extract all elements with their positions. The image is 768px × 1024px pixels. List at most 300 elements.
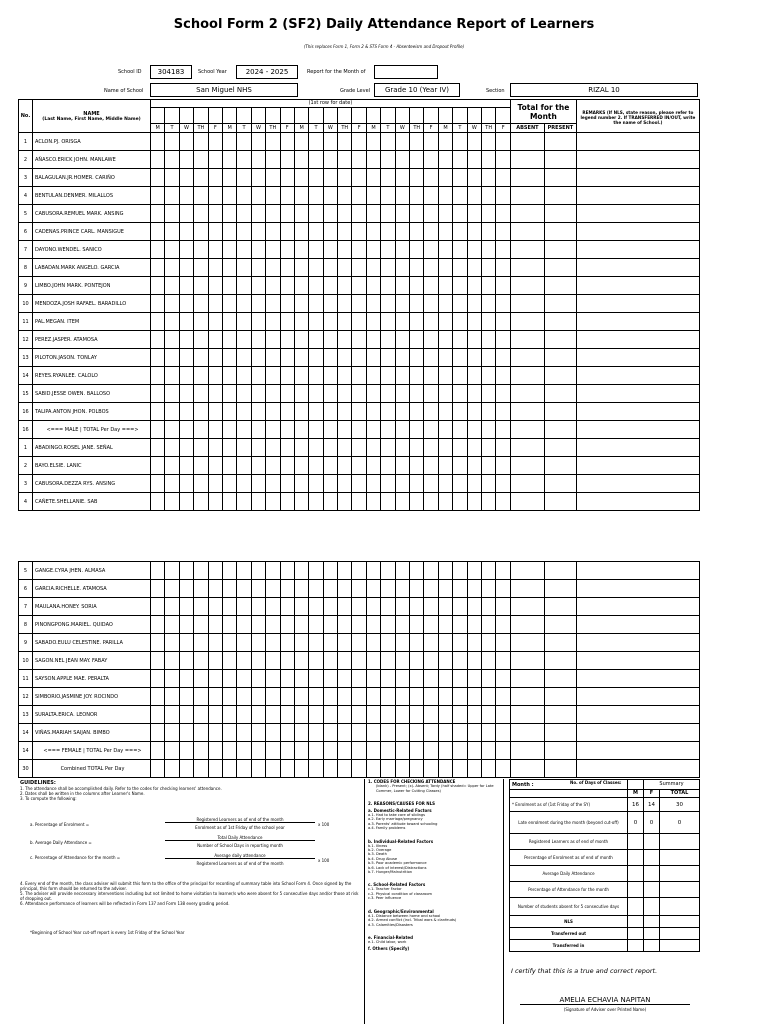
attendance-cell[interactable] <box>151 403 165 421</box>
attendance-cell[interactable] <box>309 688 323 706</box>
attendance-cell[interactable] <box>410 205 424 223</box>
attendance-cell[interactable] <box>510 151 544 169</box>
attendance-cell[interactable] <box>237 493 251 511</box>
attendance-cell[interactable] <box>294 187 308 205</box>
date-cell[interactable] <box>165 108 179 124</box>
attendance-cell[interactable] <box>165 760 179 778</box>
remarks-cell[interactable] <box>576 760 699 778</box>
attendance-cell[interactable] <box>165 223 179 241</box>
attendance-cell[interactable] <box>266 133 280 151</box>
attendance-cell[interactable] <box>395 241 409 259</box>
attendance-cell[interactable] <box>194 295 208 313</box>
attendance-cell[interactable] <box>179 205 193 223</box>
attendance-cell[interactable] <box>294 259 308 277</box>
attendance-cell[interactable] <box>323 367 337 385</box>
date-cell[interactable] <box>438 108 452 124</box>
attendance-cell[interactable] <box>481 706 495 724</box>
attendance-cell[interactable] <box>510 349 544 367</box>
attendance-cell[interactable] <box>467 151 481 169</box>
attendance-cell[interactable] <box>438 277 452 295</box>
summary-m-value[interactable] <box>628 866 644 882</box>
attendance-cell[interactable] <box>352 331 366 349</box>
attendance-cell[interactable] <box>410 634 424 652</box>
attendance-cell[interactable] <box>208 241 222 259</box>
attendance-cell[interactable] <box>453 742 467 760</box>
attendance-cell[interactable] <box>338 475 352 493</box>
attendance-cell[interactable] <box>381 241 395 259</box>
attendance-cell[interactable] <box>510 439 544 457</box>
attendance-cell[interactable] <box>280 457 294 475</box>
attendance-cell[interactable] <box>366 169 380 187</box>
attendance-cell[interactable] <box>544 385 576 403</box>
attendance-cell[interactable] <box>165 688 179 706</box>
summary-m-value[interactable]: 16 <box>628 798 644 812</box>
attendance-cell[interactable] <box>165 169 179 187</box>
attendance-cell[interactable] <box>309 706 323 724</box>
attendance-cell[interactable] <box>222 151 236 169</box>
attendance-cell[interactable] <box>179 277 193 295</box>
attendance-cell[interactable] <box>366 706 380 724</box>
attendance-cell[interactable] <box>294 475 308 493</box>
attendance-cell[interactable] <box>251 616 265 634</box>
attendance-cell[interactable] <box>251 706 265 724</box>
attendance-cell[interactable] <box>544 187 576 205</box>
attendance-cell[interactable] <box>165 742 179 760</box>
attendance-cell[interactable] <box>237 634 251 652</box>
attendance-cell[interactable] <box>323 169 337 187</box>
attendance-cell[interactable] <box>410 457 424 475</box>
attendance-cell[interactable] <box>179 652 193 670</box>
attendance-cell[interactable] <box>208 133 222 151</box>
attendance-cell[interactable] <box>179 313 193 331</box>
attendance-cell[interactable] <box>366 634 380 652</box>
attendance-cell[interactable] <box>280 421 294 439</box>
attendance-cell[interactable] <box>510 403 544 421</box>
attendance-cell[interactable] <box>438 403 452 421</box>
attendance-cell[interactable] <box>179 151 193 169</box>
attendance-cell[interactable] <box>395 133 409 151</box>
attendance-cell[interactable] <box>208 313 222 331</box>
attendance-cell[interactable] <box>208 598 222 616</box>
attendance-cell[interactable] <box>481 403 495 421</box>
summary-total-value[interactable] <box>660 916 700 928</box>
attendance-cell[interactable] <box>309 241 323 259</box>
attendance-cell[interactable] <box>266 349 280 367</box>
attendance-cell[interactable] <box>208 277 222 295</box>
attendance-cell[interactable] <box>544 439 576 457</box>
attendance-cell[interactable] <box>179 688 193 706</box>
attendance-cell[interactable] <box>481 385 495 403</box>
attendance-cell[interactable] <box>352 457 366 475</box>
attendance-cell[interactable] <box>251 259 265 277</box>
attendance-cell[interactable] <box>467 724 481 742</box>
remarks-cell[interactable] <box>576 475 699 493</box>
attendance-cell[interactable] <box>352 439 366 457</box>
attendance-cell[interactable] <box>280 598 294 616</box>
attendance-cell[interactable] <box>496 295 511 313</box>
attendance-cell[interactable] <box>510 670 544 688</box>
attendance-cell[interactable] <box>510 205 544 223</box>
attendance-cell[interactable] <box>352 313 366 331</box>
attendance-cell[interactable] <box>266 616 280 634</box>
attendance-cell[interactable] <box>179 133 193 151</box>
attendance-cell[interactable] <box>237 205 251 223</box>
attendance-cell[interactable] <box>237 403 251 421</box>
date-cell[interactable] <box>424 108 438 124</box>
attendance-cell[interactable] <box>438 421 452 439</box>
attendance-cell[interactable] <box>294 331 308 349</box>
attendance-cell[interactable] <box>251 670 265 688</box>
attendance-cell[interactable] <box>381 652 395 670</box>
attendance-cell[interactable] <box>309 313 323 331</box>
attendance-cell[interactable] <box>338 493 352 511</box>
attendance-cell[interactable] <box>453 724 467 742</box>
attendance-cell[interactable] <box>309 598 323 616</box>
attendance-cell[interactable] <box>151 331 165 349</box>
attendance-cell[interactable] <box>496 349 511 367</box>
attendance-cell[interactable] <box>309 403 323 421</box>
attendance-cell[interactable] <box>237 259 251 277</box>
attendance-cell[interactable] <box>294 562 308 580</box>
attendance-cell[interactable] <box>467 742 481 760</box>
attendance-cell[interactable] <box>251 403 265 421</box>
attendance-cell[interactable] <box>510 760 544 778</box>
attendance-cell[interactable] <box>309 439 323 457</box>
attendance-cell[interactable] <box>481 169 495 187</box>
attendance-cell[interactable] <box>294 724 308 742</box>
summary-total-value[interactable] <box>660 882 700 898</box>
attendance-cell[interactable] <box>496 205 511 223</box>
attendance-cell[interactable] <box>352 169 366 187</box>
attendance-cell[interactable] <box>352 367 366 385</box>
attendance-cell[interactable] <box>496 403 511 421</box>
attendance-cell[interactable] <box>179 457 193 475</box>
attendance-cell[interactable] <box>194 688 208 706</box>
attendance-cell[interactable] <box>280 205 294 223</box>
attendance-cell[interactable] <box>251 295 265 313</box>
attendance-cell[interactable] <box>352 634 366 652</box>
summary-f-value[interactable]: 0 <box>644 812 660 834</box>
attendance-cell[interactable] <box>544 598 576 616</box>
attendance-cell[interactable] <box>208 385 222 403</box>
attendance-cell[interactable] <box>309 151 323 169</box>
attendance-cell[interactable] <box>395 151 409 169</box>
attendance-cell[interactable] <box>309 724 323 742</box>
remarks-cell[interactable] <box>576 331 699 349</box>
attendance-cell[interactable] <box>453 349 467 367</box>
attendance-cell[interactable] <box>424 580 438 598</box>
attendance-cell[interactable] <box>208 169 222 187</box>
attendance-cell[interactable] <box>381 403 395 421</box>
attendance-cell[interactable] <box>424 724 438 742</box>
attendance-cell[interactable] <box>208 439 222 457</box>
attendance-cell[interactable] <box>266 223 280 241</box>
attendance-cell[interactable] <box>510 133 544 151</box>
attendance-cell[interactable] <box>151 169 165 187</box>
attendance-cell[interactable] <box>280 313 294 331</box>
attendance-cell[interactable] <box>323 670 337 688</box>
attendance-cell[interactable] <box>280 133 294 151</box>
attendance-cell[interactable] <box>410 403 424 421</box>
attendance-cell[interactable] <box>438 331 452 349</box>
attendance-cell[interactable] <box>323 187 337 205</box>
attendance-cell[interactable] <box>251 169 265 187</box>
attendance-cell[interactable] <box>323 241 337 259</box>
date-cell[interactable] <box>352 108 366 124</box>
attendance-cell[interactable] <box>338 742 352 760</box>
attendance-cell[interactable] <box>151 277 165 295</box>
attendance-cell[interactable] <box>510 580 544 598</box>
attendance-cell[interactable] <box>381 313 395 331</box>
attendance-cell[interactable] <box>366 133 380 151</box>
attendance-cell[interactable] <box>179 169 193 187</box>
attendance-cell[interactable] <box>338 331 352 349</box>
attendance-cell[interactable] <box>309 169 323 187</box>
attendance-cell[interactable] <box>266 187 280 205</box>
attendance-cell[interactable] <box>309 760 323 778</box>
attendance-cell[interactable] <box>510 313 544 331</box>
attendance-cell[interactable] <box>237 724 251 742</box>
attendance-cell[interactable] <box>179 223 193 241</box>
attendance-cell[interactable] <box>151 493 165 511</box>
attendance-cell[interactable] <box>280 223 294 241</box>
attendance-cell[interactable] <box>266 742 280 760</box>
remarks-cell[interactable] <box>576 367 699 385</box>
attendance-cell[interactable] <box>366 367 380 385</box>
attendance-cell[interactable] <box>352 349 366 367</box>
attendance-cell[interactable] <box>366 439 380 457</box>
attendance-cell[interactable] <box>467 421 481 439</box>
attendance-cell[interactable] <box>395 349 409 367</box>
attendance-cell[interactable] <box>165 652 179 670</box>
attendance-cell[interactable] <box>294 760 308 778</box>
attendance-cell[interactable] <box>237 670 251 688</box>
attendance-cell[interactable] <box>165 277 179 295</box>
attendance-cell[interactable] <box>165 439 179 457</box>
attendance-cell[interactable] <box>410 313 424 331</box>
attendance-cell[interactable] <box>438 580 452 598</box>
attendance-cell[interactable] <box>481 634 495 652</box>
attendance-cell[interactable] <box>237 151 251 169</box>
date-cell[interactable] <box>395 108 409 124</box>
date-cell[interactable] <box>194 108 208 124</box>
attendance-cell[interactable] <box>438 295 452 313</box>
attendance-cell[interactable] <box>251 349 265 367</box>
attendance-cell[interactable] <box>467 688 481 706</box>
attendance-cell[interactable] <box>438 133 452 151</box>
attendance-cell[interactable] <box>481 439 495 457</box>
attendance-cell[interactable] <box>481 151 495 169</box>
attendance-cell[interactable] <box>366 493 380 511</box>
attendance-cell[interactable] <box>395 670 409 688</box>
attendance-cell[interactable] <box>222 403 236 421</box>
attendance-cell[interactable] <box>352 562 366 580</box>
attendance-cell[interactable] <box>424 295 438 313</box>
attendance-cell[interactable] <box>222 670 236 688</box>
attendance-cell[interactable] <box>237 457 251 475</box>
attendance-cell[interactable] <box>496 706 510 724</box>
attendance-cell[interactable] <box>323 706 337 724</box>
attendance-cell[interactable] <box>179 187 193 205</box>
attendance-cell[interactable] <box>395 367 409 385</box>
attendance-cell[interactable] <box>151 349 165 367</box>
attendance-cell[interactable] <box>237 133 251 151</box>
attendance-cell[interactable] <box>381 598 395 616</box>
attendance-cell[interactable] <box>251 760 265 778</box>
attendance-cell[interactable] <box>352 259 366 277</box>
attendance-cell[interactable] <box>381 277 395 295</box>
attendance-cell[interactable] <box>424 277 438 295</box>
attendance-cell[interactable] <box>467 241 481 259</box>
date-cell[interactable] <box>151 108 165 124</box>
attendance-cell[interactable] <box>222 421 236 439</box>
remarks-cell[interactable] <box>576 742 699 760</box>
attendance-cell[interactable] <box>544 670 576 688</box>
attendance-cell[interactable] <box>453 580 467 598</box>
attendance-cell[interactable] <box>395 706 409 724</box>
attendance-cell[interactable] <box>366 187 380 205</box>
attendance-cell[interactable] <box>424 205 438 223</box>
attendance-cell[interactable] <box>438 151 452 169</box>
attendance-cell[interactable] <box>496 367 511 385</box>
attendance-cell[interactable] <box>453 688 467 706</box>
attendance-cell[interactable] <box>237 277 251 295</box>
attendance-cell[interactable] <box>453 457 467 475</box>
attendance-cell[interactable] <box>481 295 495 313</box>
attendance-cell[interactable] <box>438 439 452 457</box>
attendance-cell[interactable] <box>424 457 438 475</box>
attendance-cell[interactable] <box>237 295 251 313</box>
attendance-cell[interactable] <box>280 580 294 598</box>
attendance-cell[interactable] <box>208 421 222 439</box>
attendance-cell[interactable] <box>352 403 366 421</box>
attendance-cell[interactable] <box>294 688 308 706</box>
attendance-cell[interactable] <box>151 724 165 742</box>
attendance-cell[interactable] <box>251 598 265 616</box>
attendance-cell[interactable] <box>424 223 438 241</box>
attendance-cell[interactable] <box>151 259 165 277</box>
attendance-cell[interactable] <box>151 670 165 688</box>
attendance-cell[interactable] <box>424 241 438 259</box>
attendance-cell[interactable] <box>165 634 179 652</box>
attendance-cell[interactable] <box>481 241 495 259</box>
attendance-cell[interactable] <box>381 169 395 187</box>
attendance-cell[interactable] <box>237 421 251 439</box>
attendance-cell[interactable] <box>294 169 308 187</box>
attendance-cell[interactable] <box>266 367 280 385</box>
attendance-cell[interactable] <box>381 223 395 241</box>
attendance-cell[interactable] <box>544 205 576 223</box>
attendance-cell[interactable] <box>381 580 395 598</box>
attendance-cell[interactable] <box>467 349 481 367</box>
summary-total-value[interactable]: 0 <box>660 812 700 834</box>
attendance-cell[interactable] <box>251 313 265 331</box>
attendance-cell[interactable] <box>410 562 424 580</box>
attendance-cell[interactable] <box>544 169 576 187</box>
summary-total-value[interactable] <box>660 866 700 882</box>
attendance-cell[interactable] <box>280 475 294 493</box>
attendance-cell[interactable] <box>237 742 251 760</box>
attendance-cell[interactable] <box>496 385 511 403</box>
attendance-cell[interactable] <box>151 652 165 670</box>
attendance-cell[interactable] <box>410 706 424 724</box>
attendance-cell[interactable] <box>366 259 380 277</box>
attendance-cell[interactable] <box>453 313 467 331</box>
attendance-cell[interactable] <box>237 562 251 580</box>
remarks-cell[interactable] <box>576 313 699 331</box>
attendance-cell[interactable] <box>510 277 544 295</box>
attendance-cell[interactable] <box>179 760 193 778</box>
attendance-cell[interactable] <box>208 295 222 313</box>
attendance-cell[interactable] <box>496 241 511 259</box>
attendance-cell[interactable] <box>453 223 467 241</box>
attendance-cell[interactable] <box>481 187 495 205</box>
attendance-cell[interactable] <box>179 259 193 277</box>
attendance-cell[interactable] <box>424 475 438 493</box>
attendance-cell[interactable] <box>410 259 424 277</box>
attendance-cell[interactable] <box>381 760 395 778</box>
attendance-cell[interactable] <box>381 670 395 688</box>
attendance-cell[interactable] <box>544 151 576 169</box>
attendance-cell[interactable] <box>467 760 481 778</box>
attendance-cell[interactable] <box>251 742 265 760</box>
attendance-cell[interactable] <box>266 403 280 421</box>
school-name-field[interactable]: San Miguel NHS <box>150 83 298 97</box>
attendance-cell[interactable] <box>237 349 251 367</box>
attendance-cell[interactable] <box>366 562 380 580</box>
attendance-cell[interactable] <box>266 259 280 277</box>
attendance-cell[interactable] <box>395 187 409 205</box>
attendance-cell[interactable] <box>194 349 208 367</box>
remarks-cell[interactable] <box>576 385 699 403</box>
attendance-cell[interactable] <box>338 580 352 598</box>
attendance-cell[interactable] <box>410 385 424 403</box>
attendance-cell[interactable] <box>424 313 438 331</box>
attendance-cell[interactable] <box>381 457 395 475</box>
attendance-cell[interactable] <box>467 169 481 187</box>
attendance-cell[interactable] <box>266 634 280 652</box>
attendance-cell[interactable] <box>467 634 481 652</box>
attendance-cell[interactable] <box>251 385 265 403</box>
attendance-cell[interactable] <box>424 688 438 706</box>
attendance-cell[interactable] <box>410 331 424 349</box>
attendance-cell[interactable] <box>481 562 495 580</box>
attendance-cell[interactable] <box>424 706 438 724</box>
attendance-cell[interactable] <box>280 562 294 580</box>
attendance-cell[interactable] <box>467 475 481 493</box>
attendance-cell[interactable] <box>194 742 208 760</box>
attendance-cell[interactable] <box>381 331 395 349</box>
attendance-cell[interactable] <box>366 277 380 295</box>
remarks-cell[interactable] <box>576 205 699 223</box>
attendance-cell[interactable] <box>481 616 495 634</box>
attendance-cell[interactable] <box>208 367 222 385</box>
attendance-cell[interactable] <box>352 241 366 259</box>
attendance-cell[interactable] <box>352 688 366 706</box>
attendance-cell[interactable] <box>208 670 222 688</box>
attendance-cell[interactable] <box>544 706 576 724</box>
attendance-cell[interactable] <box>323 475 337 493</box>
attendance-cell[interactable] <box>410 493 424 511</box>
attendance-cell[interactable] <box>410 241 424 259</box>
attendance-cell[interactable] <box>496 580 510 598</box>
attendance-cell[interactable] <box>151 223 165 241</box>
attendance-cell[interactable] <box>165 706 179 724</box>
attendance-cell[interactable] <box>467 457 481 475</box>
attendance-cell[interactable] <box>294 580 308 598</box>
attendance-cell[interactable] <box>381 475 395 493</box>
attendance-cell[interactable] <box>266 580 280 598</box>
